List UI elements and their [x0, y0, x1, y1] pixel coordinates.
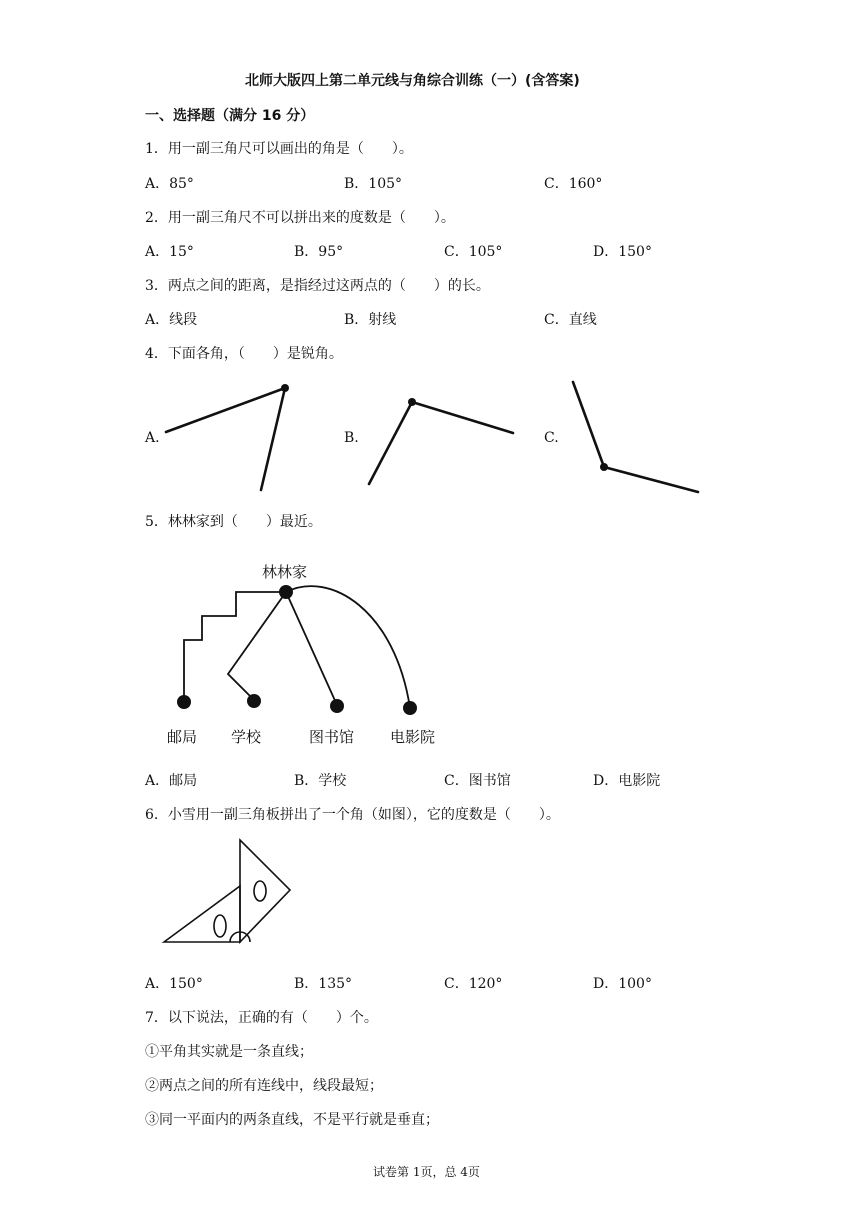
question-7-stem: 7．以下说法，正确的有（ ）个。 [145, 1010, 378, 1026]
question-3-option-c: C．直线 [544, 312, 597, 328]
question-4-option-a: A. [145, 430, 160, 446]
question-3-stem: 3．两点之间的距离，是指经过这两点的（ ）的长。 [145, 278, 490, 294]
question-1-option-a: A．85° [145, 176, 194, 192]
cinema-dot [403, 701, 417, 715]
library-label: 图书馆 [309, 728, 355, 746]
question-3-option-a: A．线段 [145, 312, 198, 328]
triangle-ruler-right [240, 840, 290, 942]
question-3-option-b: B．射线 [344, 312, 397, 328]
right-ruler-hole [254, 881, 266, 901]
question-5-option-b: B．学校 [294, 773, 347, 789]
question-5-option-d: D．电影院 [593, 773, 661, 789]
angle-a-lines [166, 388, 285, 490]
home-dot [279, 585, 293, 599]
question-6-option-b: B．135° [294, 976, 353, 992]
triangle-rulers [164, 840, 290, 942]
question-4-option-b: B. [344, 430, 359, 446]
question-7-statement-3: ③同一平面内的两条直线，不是平行就是垂直； [145, 1112, 439, 1128]
question-5-option-a: A．邮局 [145, 773, 198, 789]
question-4-stem: 4．下面各角，（ ）是锐角。 [145, 346, 343, 362]
school-dot [247, 694, 261, 708]
library-dot [330, 699, 344, 713]
home-label: 林林家 [262, 563, 308, 581]
question-1-option-b: B．105° [344, 176, 403, 192]
question-6-option-c: C．120° [444, 976, 503, 992]
question-6-option-a: A．150° [145, 976, 203, 992]
post-office-dot [177, 695, 191, 709]
route-to-library [286, 592, 337, 705]
question-5-option-c: C．图书馆 [444, 773, 511, 789]
question-2-option-d: D．150° [593, 244, 652, 260]
route-to-post-office [184, 592, 286, 700]
question-6-stem: 6．小雪用一副三角板拼出了一个角（如图），它的度数是（ ）。 [145, 807, 560, 823]
route-to-cinema [286, 586, 410, 708]
question-2-option-c: C．105° [444, 244, 503, 260]
triangle-ruler-left [164, 886, 240, 942]
school-label: 学校 [231, 728, 262, 746]
cinema-label: 电影院 [390, 728, 436, 746]
question-6-option-d: D．100° [593, 976, 652, 992]
question-2-option-a: A．15° [145, 244, 194, 260]
question-2-option-b: B．95° [294, 244, 344, 260]
question-5-stem: 5．林林家到（ ）最近。 [145, 514, 322, 530]
question-1-option-c: C．160° [544, 176, 603, 192]
angle-b-lines [369, 402, 513, 484]
question-7-statement-2: ②两点之间的所有连线中，线段最短； [145, 1078, 383, 1094]
page-title: 北师大版四上第二单元线与角综合训练（一）(含答案) [245, 73, 580, 89]
question-7-statement-1: ①平角其实就是一条直线； [145, 1044, 313, 1060]
page-footer: 试卷第 1页，总 4页 [373, 1165, 480, 1179]
post-office-label: 邮局 [167, 728, 198, 746]
left-ruler-hole [214, 915, 226, 937]
angle-c-vertex [600, 463, 608, 471]
question-1-stem: 1．用一副三角尺可以画出的角是（ ）。 [145, 141, 413, 157]
route-map [184, 586, 410, 708]
section-heading: 一、选择题（满分 16 分） [145, 108, 315, 124]
angle-c-lines [573, 382, 698, 492]
question-2-stem: 2．用一副三角尺不可以拼出来的度数是（ ）。 [145, 210, 455, 226]
angle-a-vertex [281, 384, 289, 392]
angle-b-vertex [408, 398, 416, 406]
question-4-option-c: C. [544, 430, 559, 446]
